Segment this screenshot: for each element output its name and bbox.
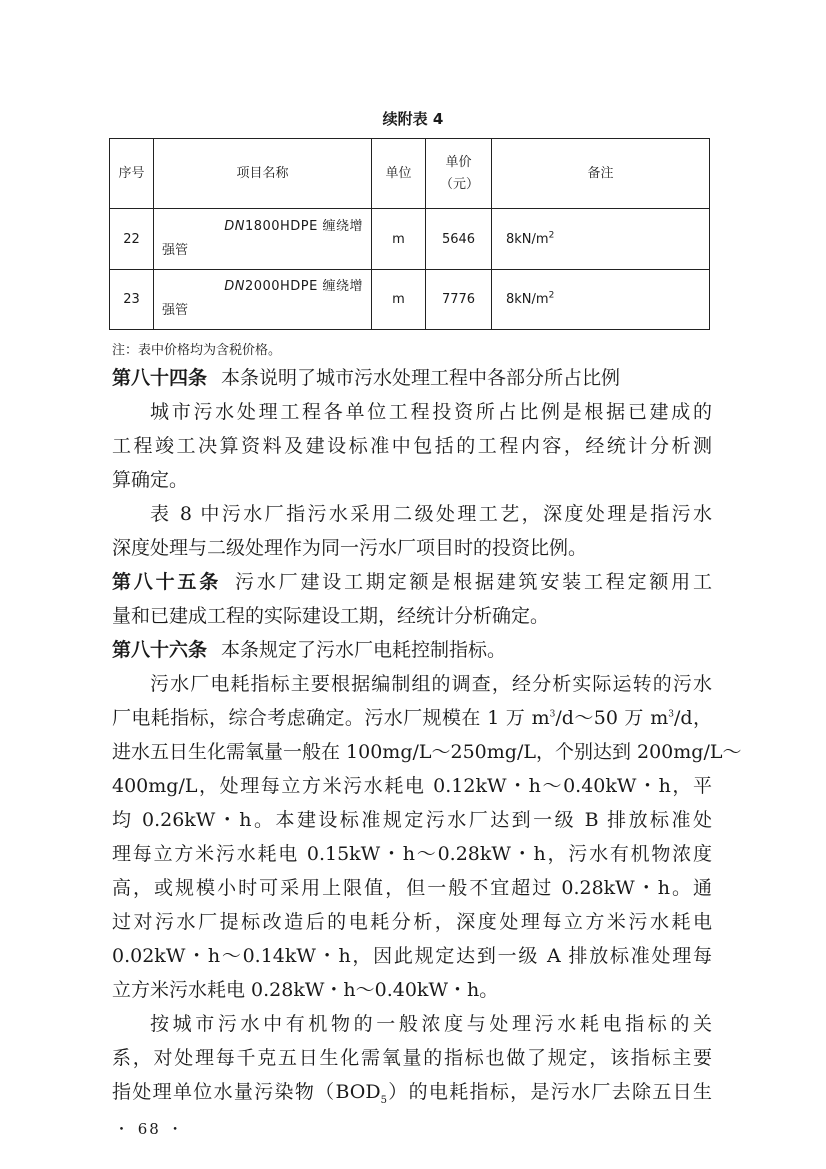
text-span: 厂电耗指标，综合考虑确定。污水厂规模在 1 万 m: [112, 707, 550, 729]
row-no: 22: [110, 209, 154, 269]
article-84-heading: [112, 361, 712, 395]
remark-text: 8kN/m: [506, 231, 549, 247]
text-span: ）的电耗指标，是污水厂去除五日生: [386, 1081, 712, 1103]
table-title: 续附表 4: [382, 110, 444, 128]
paragraph-line: [112, 1075, 712, 1109]
paragraph-line: 城市污水处理工程各单位工程投资所占比例是根据已建成的: [150, 401, 712, 423]
superscript: 3: [668, 709, 675, 720]
article-86-label: 第八十六条: [112, 639, 208, 661]
article-85-heading: [112, 565, 712, 599]
header-remark: 备注: [492, 139, 710, 209]
row-price: 7776: [426, 269, 492, 329]
page-number: ・ 68 ・: [114, 1120, 185, 1138]
row-name-line2: 强管: [162, 303, 189, 319]
table-note: 注：表中价格均为含税价格。: [112, 343, 282, 358]
article-86-heading: [112, 633, 712, 667]
paragraph-line: 算确定。: [112, 469, 189, 491]
article-86-title: 本条规定了污水厂电耗控制指标。: [221, 639, 507, 661]
text-span: /d，: [674, 707, 712, 729]
price-table: [109, 138, 710, 330]
row-name: [154, 209, 372, 269]
row-unit: m: [372, 209, 426, 269]
paragraph-line: 污水厂电耗指标主要根据编制组的调查，经分析实际运转的污水: [150, 673, 712, 695]
header-unit: 单位: [372, 139, 426, 209]
paragraph-line: 高，或规模小时可采用上限值，但一般不宜超过 0.28kW・h。通: [112, 877, 712, 899]
remark-sup: 2: [548, 290, 555, 301]
paragraph-line: 进水五日生化需氧量一般在 100mg/L～250mg/L，个别达到 200mg/L～: [112, 741, 742, 763]
table-row: [110, 209, 710, 269]
text-span: /d～50 万 m: [555, 707, 669, 729]
paragraph-line: 工程竣工决算资料及建设标准中包括的工程内容，经统计分析测: [112, 435, 712, 457]
row-name: [154, 269, 372, 329]
paragraph-line: 深度处理与二级处理作为同一污水厂项目时的投资比例。: [112, 537, 588, 559]
paragraph-line: 表 8 中污水厂指污水采用二级处理工艺，深度处理是指污水: [150, 503, 712, 525]
row-no: 23: [110, 269, 154, 329]
remark-sup: 2: [548, 230, 555, 241]
paragraph-line: 0.02kW・h～0.14kW・h，因此规定达到一级 A 排放标准处理每: [112, 945, 712, 967]
table-row: [110, 269, 710, 329]
article-85-label: 第八十五条: [112, 571, 222, 593]
paragraph-line: 400mg/L，处理每立方米污水耗电 0.12kW・h～0.40kW・h，平: [112, 775, 712, 797]
row-name-line1: 1800HDPE 缠绕增: [244, 219, 363, 235]
dn-label: DN: [224, 279, 245, 295]
paragraph-line: 按城市污水中有机物的一般浓度与处理污水耗电指标的关: [150, 1013, 712, 1035]
table-header-row: [110, 139, 710, 209]
row-remark: [492, 209, 710, 269]
dn-label: DN: [224, 219, 245, 235]
article-85-text: 污水厂建设工期定额是根据建筑安装工程定额用工: [235, 571, 712, 593]
row-price: 5646: [426, 209, 492, 269]
row-unit: m: [372, 269, 426, 329]
paragraph-line: 理每立方米污水耗电 0.15kW・h～0.28kW・h，污水有机物浓度: [112, 843, 712, 865]
article-84-label: 第八十四条: [112, 367, 208, 389]
paragraph-line: 系，对处理每千克五日生化需氧量的指标也做了规定，该指标主要: [112, 1047, 712, 1069]
header-price: 单价（元）: [426, 139, 492, 209]
paragraph-line: 立方米污水耗电 0.28kW・h～0.40kW・h。: [112, 979, 499, 1001]
paragraph-line: [112, 701, 712, 735]
subscript: 5: [380, 1094, 387, 1106]
row-name-line2: 强管: [162, 243, 189, 259]
row-name-line1: 2000HDPE 缠绕增: [244, 279, 363, 295]
header-no: 序号: [110, 139, 154, 209]
remark-text: 8kN/m: [506, 291, 549, 307]
paragraph-line: 均 0.26kW・h。本建设标准规定污水厂达到一级 B 排放标准处: [112, 809, 712, 831]
superscript: 3: [549, 709, 556, 720]
text-span: 指处理单位水量污染物（BOD: [112, 1081, 381, 1103]
paragraph-line: 过对污水厂提标改造后的电耗分析，深度处理每立方米污水耗电: [112, 911, 712, 933]
row-remark: [492, 269, 710, 329]
paragraph-line: 量和已建成工程的实际建设工期，经统计分析确定。: [112, 605, 550, 627]
header-name: 项目名称: [154, 139, 372, 209]
article-84-title: 本条说明了城市污水处理工程中各部分所占比例: [221, 367, 621, 389]
